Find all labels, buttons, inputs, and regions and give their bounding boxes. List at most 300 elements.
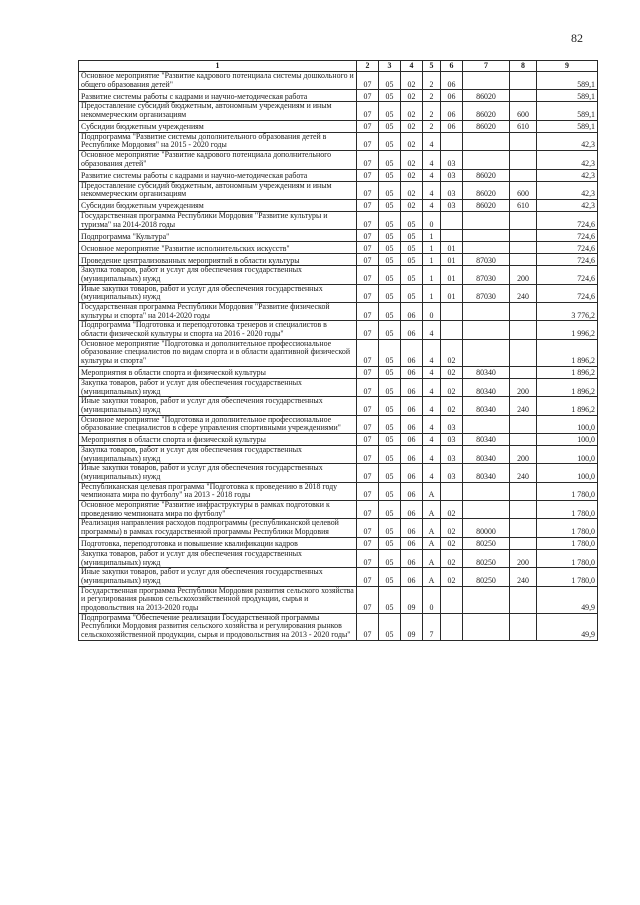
table-header: [79, 61, 598, 72]
row-code-cell: 05: [379, 568, 401, 586]
row-target-code-cell: [463, 321, 510, 339]
row-code-cell: 05: [379, 415, 401, 433]
row-code-cell: 07: [357, 169, 379, 181]
table-row: [79, 433, 598, 445]
row-code-cell: 02: [401, 181, 423, 199]
row-code-cell: 02: [441, 568, 463, 586]
row-code-cell: 4: [423, 366, 441, 378]
row-expense-type-cell: 600: [510, 102, 537, 120]
row-code-cell: 05: [379, 397, 401, 415]
row-code-cell: 07: [357, 102, 379, 120]
table-row: [79, 445, 598, 463]
table-row: [79, 199, 598, 211]
table-body: [79, 72, 598, 641]
row-amount-cell: 724,6: [537, 211, 598, 229]
row-code-cell: 02: [441, 519, 463, 537]
row-expense-type-cell: 200: [510, 445, 537, 463]
row-expense-type-cell: [510, 482, 537, 500]
column-header: 4: [401, 61, 423, 72]
row-code-cell: 07: [357, 415, 379, 433]
row-code-cell: 03: [441, 199, 463, 211]
row-code-cell: 05: [401, 254, 423, 266]
row-code-cell: 0: [423, 211, 441, 229]
table-row: [79, 415, 598, 433]
column-header: 7: [463, 61, 510, 72]
row-code-cell: 4: [423, 321, 441, 339]
table-row: [79, 169, 598, 181]
row-name-cell: Проведение централизованных мероприятий в области культуры: [79, 254, 357, 266]
row-code-cell: 1: [423, 230, 441, 242]
row-target-code-cell: 80250: [463, 549, 510, 567]
row-code-cell: 4: [423, 132, 441, 150]
row-expense-type-cell: 200: [510, 266, 537, 284]
row-name-cell: Предоставление субсидий бюджетным, автономным учреждениям и иным некоммерческим организациям: [79, 181, 357, 199]
row-code-cell: 07: [357, 568, 379, 586]
row-amount-cell: 1 996,2: [537, 321, 598, 339]
row-code-cell: 01: [441, 266, 463, 284]
row-expense-type-cell: [510, 211, 537, 229]
row-amount-cell: 724,6: [537, 254, 598, 266]
column-header: 6: [441, 61, 463, 72]
table-row: [79, 397, 598, 415]
row-target-code-cell: [463, 303, 510, 321]
row-amount-cell: 42,3: [537, 199, 598, 211]
row-code-cell: [441, 211, 463, 229]
row-amount-cell: 42,3: [537, 181, 598, 199]
row-code-cell: А: [423, 549, 441, 567]
row-target-code-cell: [463, 72, 510, 90]
row-code-cell: [441, 132, 463, 150]
row-code-cell: 05: [379, 199, 401, 211]
row-code-cell: 07: [357, 482, 379, 500]
row-code-cell: 02: [401, 102, 423, 120]
row-expense-type-cell: 610: [510, 120, 537, 132]
row-code-cell: 07: [357, 537, 379, 549]
row-code-cell: 4: [423, 445, 441, 463]
row-target-code-cell: [463, 415, 510, 433]
row-name-cell: Закупка товаров, работ и услуг для обеспечения государственных (муниципальных) нужд: [79, 549, 357, 567]
table-row: [79, 230, 598, 242]
row-code-cell: 02: [401, 90, 423, 102]
row-code-cell: 05: [401, 230, 423, 242]
table-row: [79, 537, 598, 549]
row-code-cell: 07: [357, 230, 379, 242]
column-header: 1: [79, 61, 357, 72]
row-target-code-cell: [463, 339, 510, 366]
row-code-cell: 07: [357, 378, 379, 396]
row-expense-type-cell: [510, 303, 537, 321]
row-code-cell: 2: [423, 72, 441, 90]
row-code-cell: 05: [379, 366, 401, 378]
row-expense-type-cell: [510, 72, 537, 90]
table-row: [79, 366, 598, 378]
row-target-code-cell: 86020: [463, 169, 510, 181]
row-code-cell: 05: [379, 586, 401, 613]
row-code-cell: 09: [401, 613, 423, 640]
header-row: [79, 61, 598, 72]
row-expense-type-cell: 600: [510, 181, 537, 199]
row-code-cell: 05: [379, 102, 401, 120]
row-name-cell: Развитие системы работы с кадрами и научно-методическая работа: [79, 169, 357, 181]
row-code-cell: 05: [379, 169, 401, 181]
row-code-cell: 07: [357, 501, 379, 519]
row-amount-cell: 724,6: [537, 242, 598, 254]
row-amount-cell: 42,3: [537, 169, 598, 181]
row-code-cell: 05: [379, 519, 401, 537]
row-name-cell: Подготовка, переподготовка и повышение квалификации кадров: [79, 537, 357, 549]
column-header: 2: [357, 61, 379, 72]
row-name-cell: Государственная программа Республики Мордовия "Развитие физической культуры и спорта" на 2014-2020 годы: [79, 303, 357, 321]
row-target-code-cell: 87030: [463, 266, 510, 284]
row-code-cell: 1: [423, 254, 441, 266]
row-name-cell: Субсидии бюджетным учреждениям: [79, 120, 357, 132]
row-code-cell: 07: [357, 321, 379, 339]
row-amount-cell: 42,3: [537, 151, 598, 169]
row-code-cell: 02: [441, 378, 463, 396]
row-name-cell: Закупка товаров, работ и услуг для обеспечения государственных (муниципальных) нужд: [79, 378, 357, 396]
table-row: [79, 378, 598, 396]
row-amount-cell: 724,6: [537, 230, 598, 242]
row-code-cell: 06: [401, 397, 423, 415]
row-amount-cell: 724,6: [537, 266, 598, 284]
row-name-cell: Субсидии бюджетным учреждениям: [79, 199, 357, 211]
row-code-cell: А: [423, 537, 441, 549]
table-row: [79, 586, 598, 613]
row-code-cell: 01: [441, 242, 463, 254]
row-amount-cell: 1 896,2: [537, 378, 598, 396]
row-code-cell: 07: [357, 303, 379, 321]
row-target-code-cell: 80340: [463, 445, 510, 463]
row-code-cell: 02: [441, 501, 463, 519]
row-code-cell: 02: [401, 151, 423, 169]
row-code-cell: 1: [423, 242, 441, 254]
table-row: [79, 120, 598, 132]
row-target-code-cell: 87030: [463, 284, 510, 302]
row-name-cell: Иные закупки товаров, работ и услуг для обеспечения государственных (муниципальных) нужд: [79, 284, 357, 302]
row-code-cell: 03: [441, 433, 463, 445]
row-code-cell: 2: [423, 120, 441, 132]
row-code-cell: А: [423, 568, 441, 586]
row-target-code-cell: 80000: [463, 519, 510, 537]
row-code-cell: 4: [423, 199, 441, 211]
row-target-code-cell: [463, 230, 510, 242]
row-code-cell: А: [423, 519, 441, 537]
row-target-code-cell: [463, 151, 510, 169]
row-target-code-cell: [463, 613, 510, 640]
row-code-cell: 02: [441, 549, 463, 567]
row-amount-cell: 100,0: [537, 415, 598, 433]
row-code-cell: 06: [401, 482, 423, 500]
table-row: [79, 613, 598, 640]
row-code-cell: 06: [401, 549, 423, 567]
row-target-code-cell: 86020: [463, 181, 510, 199]
row-code-cell: 05: [379, 537, 401, 549]
row-code-cell: 06: [401, 464, 423, 482]
row-expense-type-cell: 610: [510, 199, 537, 211]
row-expense-type-cell: [510, 339, 537, 366]
row-code-cell: 4: [423, 464, 441, 482]
row-code-cell: 06: [441, 90, 463, 102]
row-name-cell: Основное мероприятие "Подготовка и дополнительное профессиональное образование специалистов в сфере управления спортивными учреждениями": [79, 415, 357, 433]
row-code-cell: 07: [357, 266, 379, 284]
row-code-cell: 4: [423, 378, 441, 396]
row-code-cell: 06: [441, 72, 463, 90]
row-code-cell: 01: [441, 254, 463, 266]
row-name-cell: Подпрограмма "Подготовка и переподготовка тренеров и специалистов в области физической культуры и спорта на 2016 - 2020 годы": [79, 321, 357, 339]
row-amount-cell: 100,0: [537, 464, 598, 482]
row-amount-cell: 49,9: [537, 586, 598, 613]
column-header: 5: [423, 61, 441, 72]
row-amount-cell: 1 780,0: [537, 482, 598, 500]
row-code-cell: 0: [423, 586, 441, 613]
row-code-cell: 02: [441, 397, 463, 415]
row-code-cell: 05: [379, 445, 401, 463]
row-target-code-cell: 87030: [463, 254, 510, 266]
row-code-cell: 02: [401, 120, 423, 132]
row-target-code-cell: 80340: [463, 397, 510, 415]
row-code-cell: 05: [379, 501, 401, 519]
budget-table: [78, 60, 598, 641]
row-target-code-cell: 80340: [463, 366, 510, 378]
table-row: [79, 90, 598, 102]
row-code-cell: 05: [401, 266, 423, 284]
row-name-cell: Закупка товаров, работ и услуг для обеспечения государственных (муниципальных) нужд: [79, 445, 357, 463]
row-code-cell: 03: [441, 151, 463, 169]
table-row: [79, 266, 598, 284]
row-code-cell: 05: [379, 230, 401, 242]
table-row: [79, 321, 598, 339]
row-target-code-cell: 80340: [463, 378, 510, 396]
row-code-cell: 05: [379, 120, 401, 132]
row-code-cell: 03: [441, 415, 463, 433]
row-amount-cell: 1 896,2: [537, 366, 598, 378]
row-code-cell: 07: [357, 397, 379, 415]
table-row: [79, 549, 598, 567]
row-code-cell: 05: [379, 132, 401, 150]
row-amount-cell: 1 780,0: [537, 501, 598, 519]
row-code-cell: 2: [423, 102, 441, 120]
row-target-code-cell: 86020: [463, 102, 510, 120]
row-amount-cell: 42,3: [537, 132, 598, 150]
column-header: 9: [537, 61, 598, 72]
row-code-cell: 06: [401, 378, 423, 396]
table-row: [79, 464, 598, 482]
row-name-cell: Подпрограмма "Развитие системы дополнительного образования детей в Республике Мордовия" на 2015 - 2020 годы: [79, 132, 357, 150]
row-amount-cell: 100,0: [537, 445, 598, 463]
row-expense-type-cell: [510, 230, 537, 242]
row-expense-type-cell: [510, 586, 537, 613]
row-code-cell: 05: [379, 72, 401, 90]
row-expense-type-cell: [510, 151, 537, 169]
row-code-cell: 07: [357, 549, 379, 567]
row-name-cell: Основное мероприятие "Подготовка и дополнительное профессиональное образование специалистов по видам спорта и в области адаптивной физической культуры и спорта": [79, 339, 357, 366]
row-code-cell: 4: [423, 415, 441, 433]
row-name-cell: Основное мероприятие "Развитие кадрового потенциала дополнительного образования детей": [79, 151, 357, 169]
row-expense-type-cell: 240: [510, 568, 537, 586]
row-expense-type-cell: [510, 321, 537, 339]
row-expense-type-cell: 240: [510, 397, 537, 415]
row-code-cell: 07: [357, 132, 379, 150]
row-amount-cell: 3 776,2: [537, 303, 598, 321]
row-code-cell: 06: [401, 339, 423, 366]
row-code-cell: [441, 586, 463, 613]
row-code-cell: 05: [379, 284, 401, 302]
row-code-cell: 05: [379, 151, 401, 169]
row-amount-cell: 100,0: [537, 433, 598, 445]
row-expense-type-cell: [510, 433, 537, 445]
row-target-code-cell: 86020: [463, 120, 510, 132]
row-amount-cell: 589,1: [537, 90, 598, 102]
row-code-cell: 07: [357, 613, 379, 640]
row-target-code-cell: 86020: [463, 90, 510, 102]
row-code-cell: 05: [379, 266, 401, 284]
row-code-cell: 07: [357, 242, 379, 254]
row-target-code-cell: [463, 132, 510, 150]
row-expense-type-cell: [510, 366, 537, 378]
row-name-cell: Иные закупки товаров, работ и услуг для обеспечения государственных (муниципальных) нужд: [79, 568, 357, 586]
row-code-cell: 06: [401, 537, 423, 549]
row-code-cell: 01: [441, 284, 463, 302]
row-name-cell: Иные закупки товаров, работ и услуг для обеспечения государственных (муниципальных) нужд: [79, 397, 357, 415]
row-code-cell: 03: [441, 181, 463, 199]
row-code-cell: 07: [357, 120, 379, 132]
table-row: [79, 501, 598, 519]
row-amount-cell: 1 780,0: [537, 549, 598, 567]
row-code-cell: 7: [423, 613, 441, 640]
row-target-code-cell: 80250: [463, 568, 510, 586]
row-amount-cell: 1 896,2: [537, 397, 598, 415]
row-code-cell: 07: [357, 284, 379, 302]
row-code-cell: А: [423, 501, 441, 519]
row-code-cell: 06: [401, 415, 423, 433]
row-code-cell: 07: [357, 339, 379, 366]
table-row: [79, 568, 598, 586]
row-target-code-cell: [463, 242, 510, 254]
row-code-cell: [441, 230, 463, 242]
row-name-cell: Основное мероприятие "Развитие кадрового потенциала системы дошкольного и общего образования детей": [79, 72, 357, 90]
row-code-cell: 06: [401, 321, 423, 339]
row-code-cell: 05: [401, 284, 423, 302]
row-name-cell: Республиканская целевая программа "Подготовка к проведению в 2018 году чемпионата мира по футболу" на 2013 - 2018 годы: [79, 482, 357, 500]
row-code-cell: 4: [423, 181, 441, 199]
row-expense-type-cell: [510, 242, 537, 254]
row-code-cell: 06: [401, 568, 423, 586]
row-code-cell: 05: [401, 242, 423, 254]
row-name-cell: Мероприятия в области спорта и физической культуры: [79, 433, 357, 445]
row-expense-type-cell: [510, 254, 537, 266]
row-code-cell: 05: [379, 90, 401, 102]
row-code-cell: 07: [357, 254, 379, 266]
row-target-code-cell: [463, 586, 510, 613]
row-expense-type-cell: [510, 501, 537, 519]
row-expense-type-cell: [510, 169, 537, 181]
table-row: [79, 211, 598, 229]
row-code-cell: 06: [441, 120, 463, 132]
row-amount-cell: 589,1: [537, 102, 598, 120]
row-code-cell: 03: [441, 464, 463, 482]
row-expense-type-cell: 240: [510, 284, 537, 302]
column-header: 8: [510, 61, 537, 72]
row-code-cell: 07: [357, 433, 379, 445]
table-row: [79, 519, 598, 537]
row-amount-cell: 1 896,2: [537, 339, 598, 366]
row-code-cell: 03: [441, 445, 463, 463]
row-code-cell: 02: [401, 199, 423, 211]
table-row: [79, 303, 598, 321]
row-code-cell: 07: [357, 90, 379, 102]
row-code-cell: [441, 482, 463, 500]
row-code-cell: 02: [441, 339, 463, 366]
row-code-cell: 05: [379, 254, 401, 266]
row-name-cell: Реализация направления расходов подпрограммы (республиканской целевой программы) в рамках государственной программы Республики Мордовия: [79, 519, 357, 537]
row-amount-cell: 49,9: [537, 613, 598, 640]
row-target-code-cell: [463, 482, 510, 500]
row-code-cell: 06: [401, 433, 423, 445]
row-amount-cell: 1 780,0: [537, 568, 598, 586]
row-code-cell: 05: [401, 211, 423, 229]
row-amount-cell: 724,6: [537, 284, 598, 302]
row-code-cell: 1: [423, 266, 441, 284]
row-expense-type-cell: [510, 90, 537, 102]
table-row: [79, 151, 598, 169]
row-target-code-cell: 80340: [463, 433, 510, 445]
row-code-cell: 4: [423, 433, 441, 445]
row-code-cell: 05: [379, 303, 401, 321]
row-name-cell: Основное мероприятие "Развитие инфраструктуры в рамках подготовки к проведению чемпионата мира по футболу": [79, 501, 357, 519]
row-code-cell: 05: [379, 549, 401, 567]
row-code-cell: 07: [357, 586, 379, 613]
row-code-cell: 07: [357, 72, 379, 90]
row-code-cell: 05: [379, 242, 401, 254]
column-header: 3: [379, 61, 401, 72]
row-name-cell: Иные закупки товаров, работ и услуг для обеспечения государственных (муниципальных) нужд: [79, 464, 357, 482]
row-code-cell: 09: [401, 586, 423, 613]
row-amount-cell: 1 780,0: [537, 537, 598, 549]
row-expense-type-cell: 240: [510, 464, 537, 482]
row-code-cell: 05: [379, 433, 401, 445]
row-code-cell: 07: [357, 519, 379, 537]
row-target-code-cell: [463, 501, 510, 519]
row-expense-type-cell: [510, 132, 537, 150]
row-code-cell: 06: [401, 445, 423, 463]
table-row: [79, 242, 598, 254]
row-name-cell: Мероприятия в области спорта и физической культуры: [79, 366, 357, 378]
row-code-cell: А: [423, 482, 441, 500]
row-amount-cell: 589,1: [537, 120, 598, 132]
row-name-cell: Подпрограмма "Обеспечение реализации Государственной программы Республики Мордовия развития сельского хозяйства и регулирования рынков сельскохозяйственной продукции, сырья и продовольствия на 2013 - 2020 годы": [79, 613, 357, 640]
row-target-code-cell: 86020: [463, 199, 510, 211]
row-code-cell: 05: [379, 339, 401, 366]
table-row: [79, 482, 598, 500]
row-code-cell: 4: [423, 339, 441, 366]
row-code-cell: 05: [379, 181, 401, 199]
row-code-cell: 05: [379, 613, 401, 640]
row-code-cell: 07: [357, 445, 379, 463]
row-code-cell: 05: [379, 482, 401, 500]
row-code-cell: 02: [401, 72, 423, 90]
row-code-cell: 07: [357, 151, 379, 169]
row-code-cell: 06: [401, 366, 423, 378]
row-expense-type-cell: [510, 519, 537, 537]
row-code-cell: 07: [357, 199, 379, 211]
row-name-cell: Основное мероприятие "Развитие исполнительских искусств": [79, 242, 357, 254]
row-code-cell: 06: [401, 303, 423, 321]
row-code-cell: 4: [423, 151, 441, 169]
row-expense-type-cell: 200: [510, 378, 537, 396]
table-row: [79, 254, 598, 266]
row-code-cell: 05: [379, 321, 401, 339]
row-target-code-cell: 80250: [463, 537, 510, 549]
